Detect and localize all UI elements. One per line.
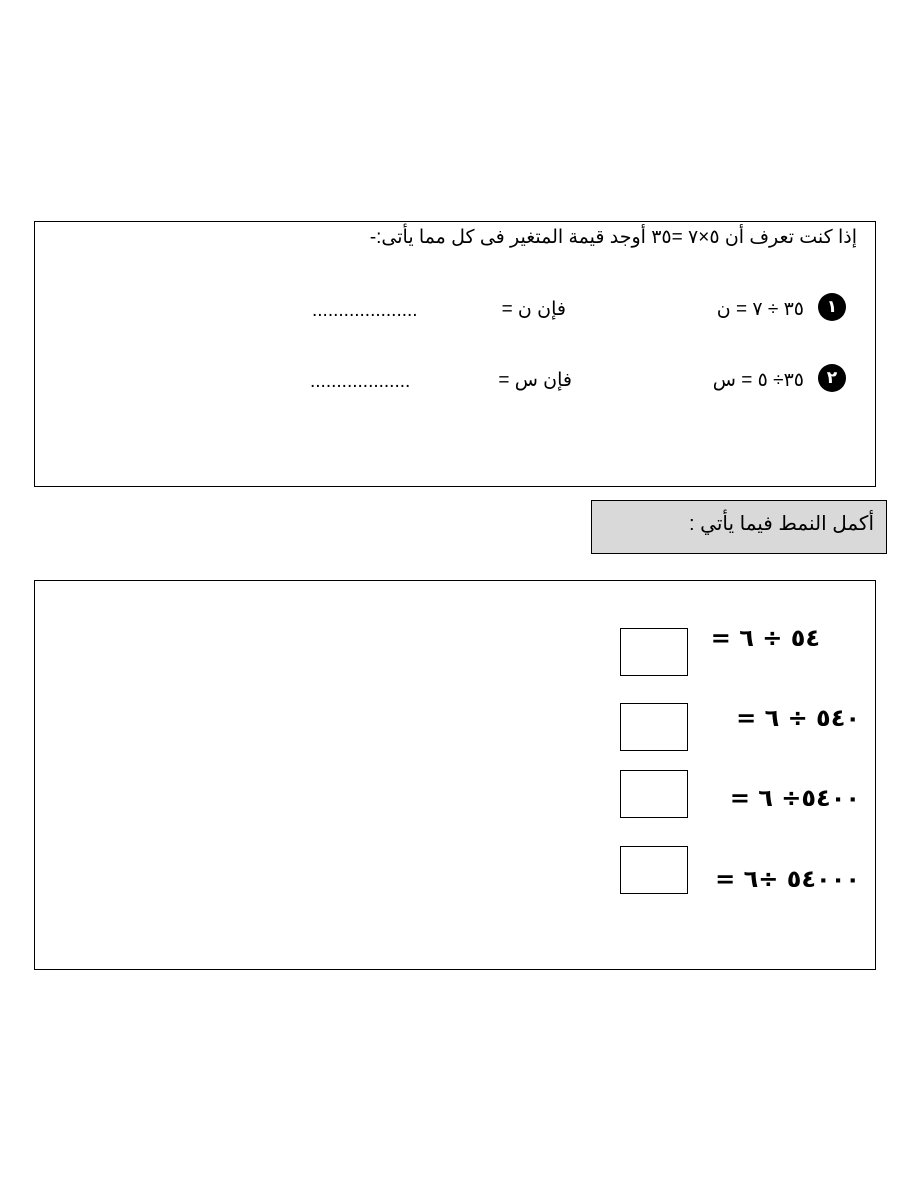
item-1-then-label: فإن ن = xyxy=(501,299,566,320)
exercise-2-header xyxy=(591,500,887,554)
item-number-badge: ٢ xyxy=(818,364,846,392)
item-number-badge: ١ xyxy=(818,293,846,321)
item-1-equation: ٣٥ ÷ ٧ = ن xyxy=(716,299,804,320)
pattern-equation: ٥٤٠٠÷ ٦ = xyxy=(729,784,860,812)
exercise-1-box xyxy=(34,221,876,487)
item-1-answer-blank[interactable]: .................... xyxy=(312,300,418,321)
answer-box[interactable] xyxy=(620,703,688,751)
answer-box[interactable] xyxy=(620,628,688,676)
item-2-answer-blank[interactable]: ................... xyxy=(310,371,411,392)
pattern-equation: ٥٤٠ ÷ ٦ = xyxy=(736,704,860,732)
pattern-equation: ٥٤ ÷ ٦ = xyxy=(710,624,820,652)
pattern-equation: ٥٤٠٠٠ ÷٦ = xyxy=(715,865,860,893)
item-2-equation: ٣٥÷ ٥ = س xyxy=(712,370,804,391)
item-2-then-label: فإن س = xyxy=(498,370,572,391)
exercise-2-header-text: أكمل النمط فيما يأتي : xyxy=(689,513,874,535)
exercise-1-intro: إذا كنت تعرف أن ٥×٧ =٣٥ أوجد قيمة المتغير فى كل مما يأتى:- xyxy=(369,227,857,248)
answer-box[interactable] xyxy=(620,846,688,894)
answer-box[interactable] xyxy=(620,770,688,818)
